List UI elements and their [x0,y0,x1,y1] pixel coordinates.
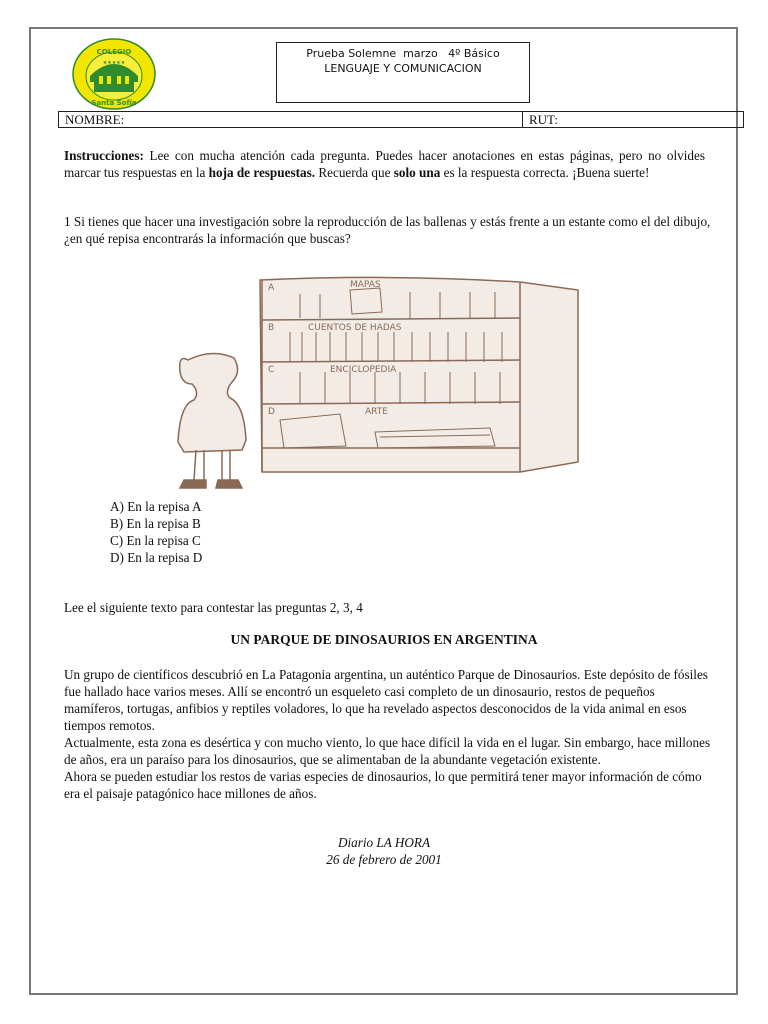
exam-title-line1: Prueba Solemne marzo 4º Básico [306,47,500,60]
story-title: UN PARQUE DE DINOSAURIOS EN ARGENTINA [230,632,538,647]
story-paragraph-2: Actualmente, esta zona es desértica y con mucho viento, lo que hace difícil la vida en el lugar. Sin embargo, hace millones de años, era un paraíso para los dinosaurios, que se alimentaban de la abundante vegetación existente. [64,735,711,767]
instructions-text-2: Recuerda que [315,165,394,180]
instructions-text-3: es la respuesta correcta. ¡Buena suerte! [440,165,650,180]
name-field[interactable] [59,112,523,127]
shelf-a-label: MAPAS [350,280,381,290]
exam-title-box [276,42,530,103]
bookshelf-illustration [150,272,580,497]
reading-lead: Lee el siguiente texto para contestar las preguntas 2, 3, 4 [64,600,363,615]
exam-title-line2: LENGUAJE Y COMUNICACION [324,62,482,75]
student-info-row [58,111,744,128]
shelf-b-letter: B [268,323,275,333]
option-b[interactable]: B) En la repisa B [110,516,201,531]
instructions-label: Instrucciones: [64,148,144,163]
source-name: Diario LA HORA [337,835,431,850]
instructions-bold-2: solo una [393,165,441,180]
story-body [64,666,714,802]
shelf-b-label: CUENTOS DE HADAS [308,323,402,333]
question-1-options [110,498,202,566]
instructions [64,147,705,181]
rut-field[interactable] [523,112,743,127]
question-1-text: 1 Si tienes que hacer una investigación sobre la reproducción de las ballenas y estás frente a un estante como el del dibujo, ¿en qué repisa encontrarás la información que buscas? [64,214,711,246]
story-paragraph-1: Un grupo de científicos descubrió en La Patagonia argentina, un auténtico Parque de Dinosaurios. Este depósito de fósiles fue hallado hace varios meses. Allí se encontró un esqueleto casi completo de un dinosaurio, restos de pequeños mamíferos, tortugas, anfibios y reptiles voladores, lo que ha revelado aspectos desconocidos de la vida animal en esos tiempos remotos. [64,667,708,733]
instructions-bold-1: hoja de respuestas. [208,165,316,180]
option-d[interactable]: D) En la repisa D [110,550,203,565]
instructions-text-1: Lee con mucha atención cada pregunta. Puedes hacer anotaciones en estas páginas, pero no olvides marcar tus respuestas en la [64,148,705,180]
name-label: NOMBRE: [65,112,125,127]
shelf-a-letter: A [268,283,275,293]
school-logo [72,38,156,110]
rut-label: RUT: [529,112,558,127]
story-paragraph-3: Ahora se pueden estudiar los restos de varias especies de dinosaurios, lo que permitirá tener mayor información de cómo era el paisaje patagónico hace millones de años. [64,769,702,801]
shelf-c-label: ENCICLOPEDIA [330,365,397,375]
option-c[interactable]: C) En la repisa C [110,533,201,548]
source-date: 26 de febrero de 2001 [326,852,442,867]
svg-text:★★★★★: ★★★★★ [102,61,126,66]
logo-top-text: COLEGIO [96,48,132,56]
shelf-d-letter: D [268,407,275,417]
shelf-c-letter: C [268,365,275,375]
logo-bottom-text: Santa Sofía [91,99,137,107]
story-source [0,834,768,868]
shelf-d-label: ARTE [365,407,388,417]
option-a[interactable]: A) En la repisa A [110,499,202,514]
